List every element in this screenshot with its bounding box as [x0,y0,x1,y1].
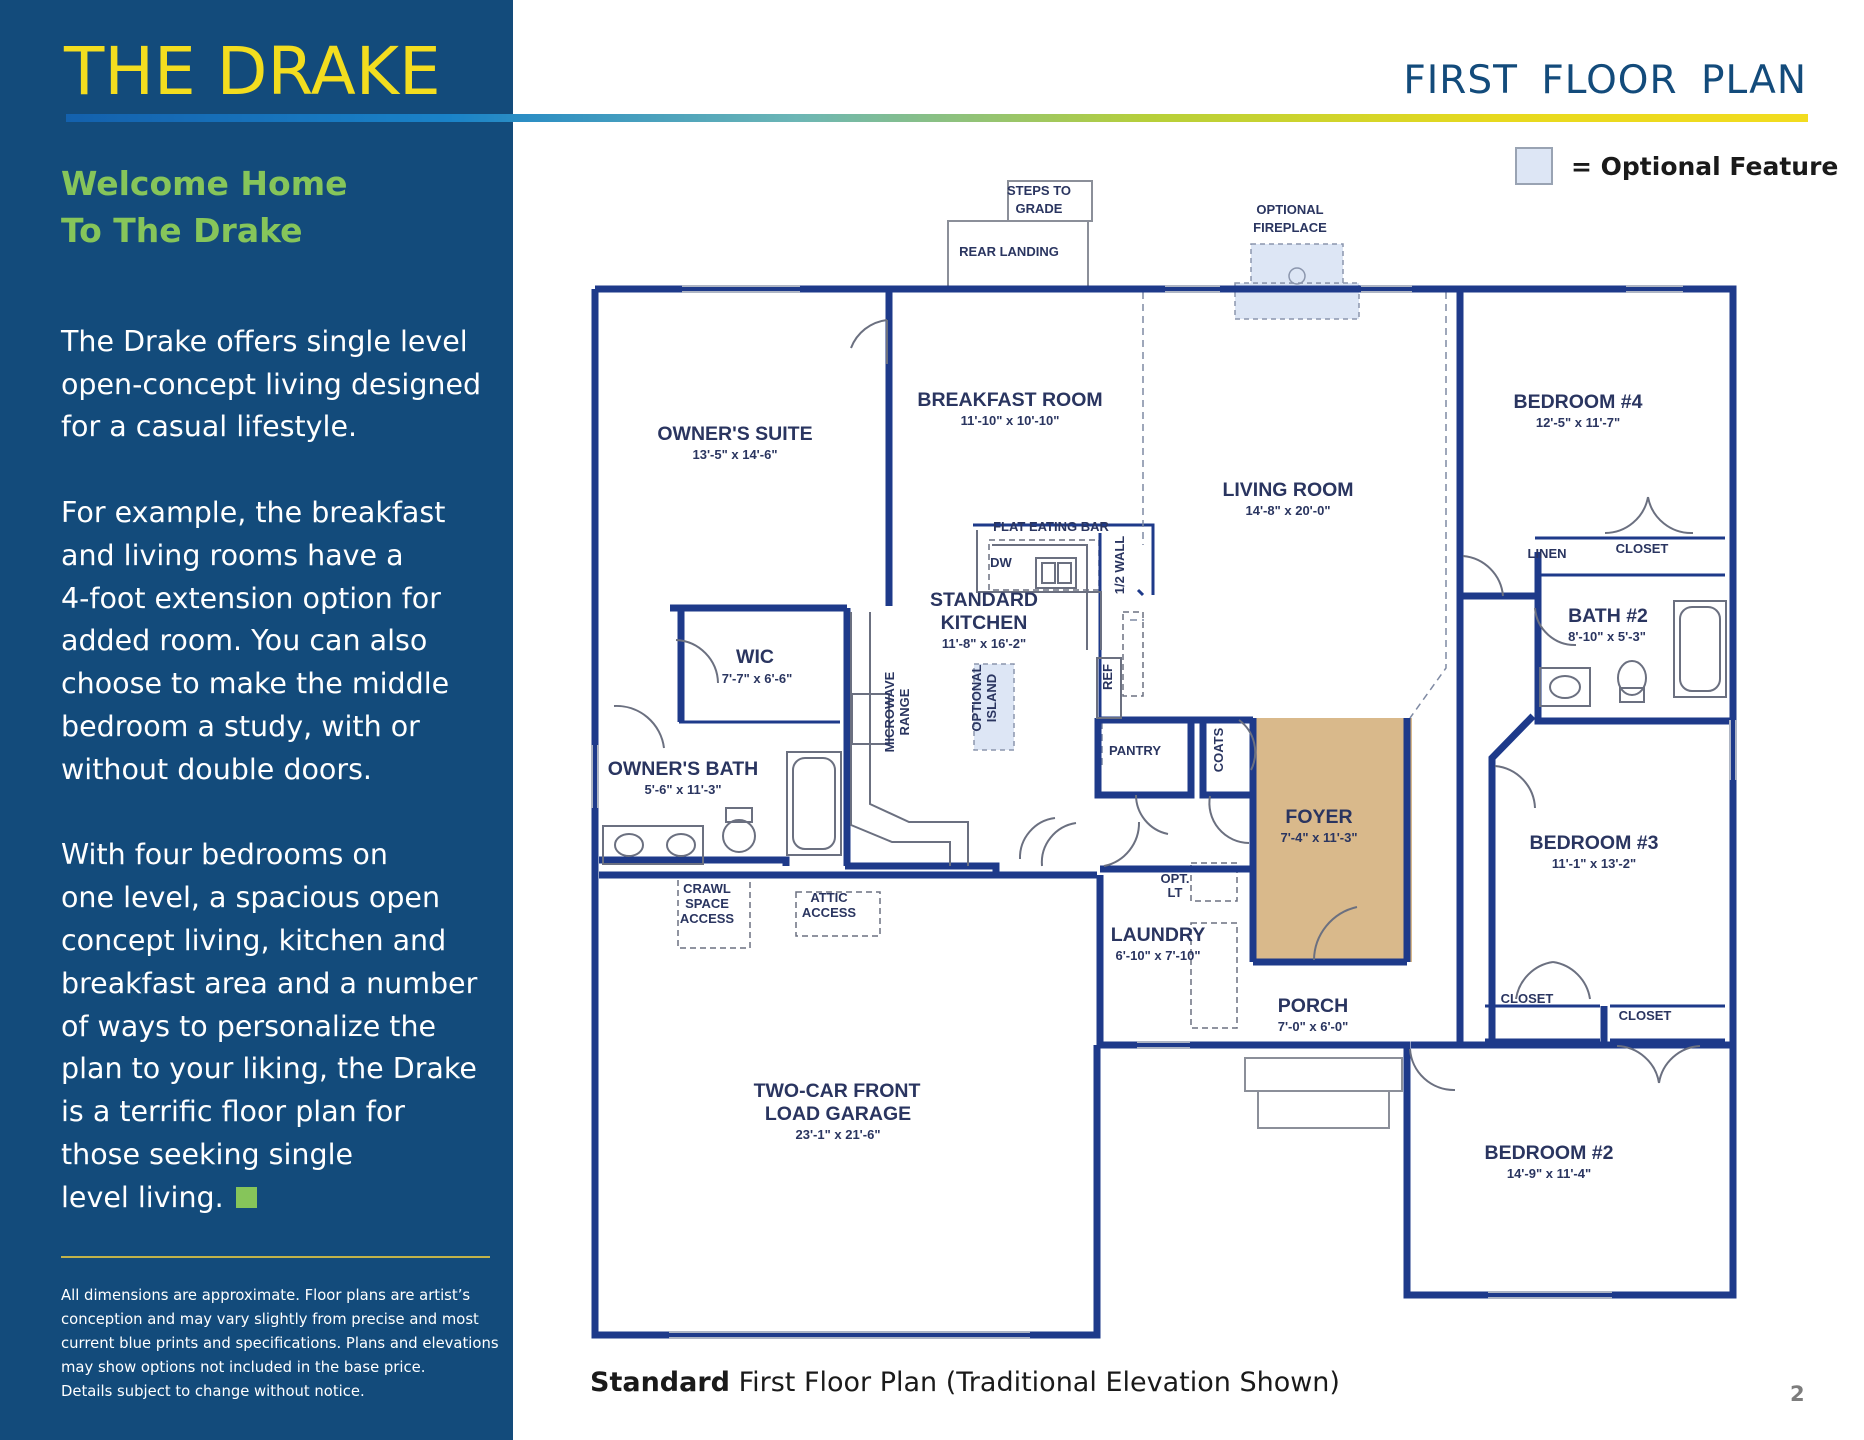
label: REF [1100,664,1115,690]
caption-text: First Floor Plan (Traditional Elevation Shown) [729,1367,1340,1398]
room-dims: 13'-5" x 14'-6" [692,447,778,462]
fixtures [603,558,1726,864]
room-name: OWNER'S SUITE [657,423,813,445]
room-name: BREAKFAST ROOM [917,389,1103,411]
text-line: With four bedrooms on [61,838,388,872]
text-line: added room. You can also [61,624,428,658]
label: OPTIONAL [1256,202,1324,217]
label: REAR LANDING [959,244,1059,259]
label: ISLAND [984,673,999,723]
welcome-line: Welcome Home [61,164,348,203]
room-name: LAUNDRY [1110,924,1206,946]
room-dims: 14'-9" x 11'-4" [1506,1166,1592,1181]
room-dims: 14'-8" x 20'-0" [1245,503,1331,518]
text-line: breakfast area and a number [61,966,478,1000]
room-name: OWNER'S BATH [607,758,759,780]
label: RANGE [897,688,912,736]
label: CLOSET [1500,991,1554,1006]
room-labels [608,389,1659,1181]
label: ACCESS [679,911,735,926]
label: CLOSET [1618,1008,1672,1023]
label: MICROWAVE [882,671,897,753]
porch-steps [1245,1058,1402,1128]
label: OPT. [1160,871,1190,886]
label: 1/2 WALL [1112,535,1127,595]
disclaimer-line: current blue prints and specifications. Plans and elevations [61,1335,499,1352]
room-name: STANDARD [930,589,1038,611]
legend-text: = Optional Feature [1571,151,1839,181]
label: LINEN [1527,546,1567,561]
text-line: 4-foot extension option for [61,581,441,615]
room-name: LOAD GARAGE [764,1103,912,1125]
room-dims: 5'-6" x 11'-3" [644,782,722,797]
text-line: is a terrific floor plan for [61,1095,405,1129]
label: CRAWL [683,881,731,896]
label: LT [1167,885,1183,900]
label: ATTIC [810,890,848,905]
text-line: without double doors. [61,752,372,786]
text-line: concept living, kitchen and [61,923,447,957]
room-name: BEDROOM #4 [1513,391,1643,413]
label: FIREPLACE [1253,220,1327,235]
text-line: one level, a spacious open [61,881,441,915]
label: FLAT EATING BAR [993,519,1109,534]
text-line: plan to your liking, the Drake [61,1052,477,1086]
text-line: for a casual lifestyle. [61,410,358,444]
page-title: THE DRAKE [64,33,441,110]
disclaimer-line: Details subject to change without notice. [61,1383,365,1400]
room-dims: 7'-7" x 6'-6" [721,671,793,686]
label: GRADE [1015,201,1063,216]
room-name: FOYER [1285,806,1353,828]
floor-plan-heading: FIRST FLOOR PLAN [1403,58,1807,103]
room-name: LIVING ROOM [1222,479,1354,501]
text-line: those seeking single [61,1137,354,1171]
label: CLOSET [1615,541,1669,556]
annotation-labels [680,183,1672,1023]
label: STEPS TO [1006,183,1072,198]
label: ACCESS [801,905,857,920]
room-name: KITCHEN [940,612,1028,634]
text-line: The Drake offers single level [61,324,468,358]
room-dims: 7'-4" x 11'-3" [1280,830,1358,845]
text-line: open-concept living designed [61,367,482,401]
room-dims: 11'-1" x 13'-2" [1551,856,1637,871]
text-line: and living rooms have a [61,538,404,572]
text-line: bedroom a study, with or [61,709,420,743]
welcome-line: To The Drake [61,211,303,250]
text-line-last: level living. [61,1180,224,1214]
disclaimer-line: conception and may vary slightly from precise and most [61,1311,479,1328]
room-dims: 11'-10" x 10'-10" [960,413,1060,428]
room-dims: 8'-10" x 5'-3" [1568,629,1646,644]
page-number: 2 [1790,1382,1805,1406]
text-line: For example, the breakfast [61,495,446,529]
room-name: BEDROOM #2 [1484,1142,1614,1164]
text-line: of ways to personalize the [61,1009,437,1043]
room-dims: 23'-1" x 21'-6" [795,1127,881,1142]
room-name: PORCH [1277,995,1349,1017]
label: OPTIONAL [969,664,984,732]
label: SPACE [685,896,729,911]
plan-caption [590,1366,1340,1400]
disclaimer-line: may show options not included in the base price. [61,1359,426,1376]
room-dims: 6'-10" x 7'-10" [1115,948,1201,963]
label: PANTRY [1109,743,1161,758]
room-name: BEDROOM #3 [1529,832,1659,854]
room-name: TWO-CAR FRONT [753,1080,921,1102]
room-name: BATH #2 [1568,605,1648,627]
caption-bold: Standard [590,1367,730,1398]
text-line: choose to make the middle [61,667,450,701]
disclaimer-line: All dimensions are approximate. Floor plans are artist’s [61,1287,471,1304]
room-dims: 11'-8" x 16'-2" [941,636,1027,651]
room-dims: 12'-5" x 11'-7" [1535,415,1621,430]
label: COATS [1211,727,1226,773]
room-dims: 7'-0" x 6'-0" [1277,1019,1349,1034]
room-name: WIC [736,646,774,668]
label: DW [990,555,1012,570]
